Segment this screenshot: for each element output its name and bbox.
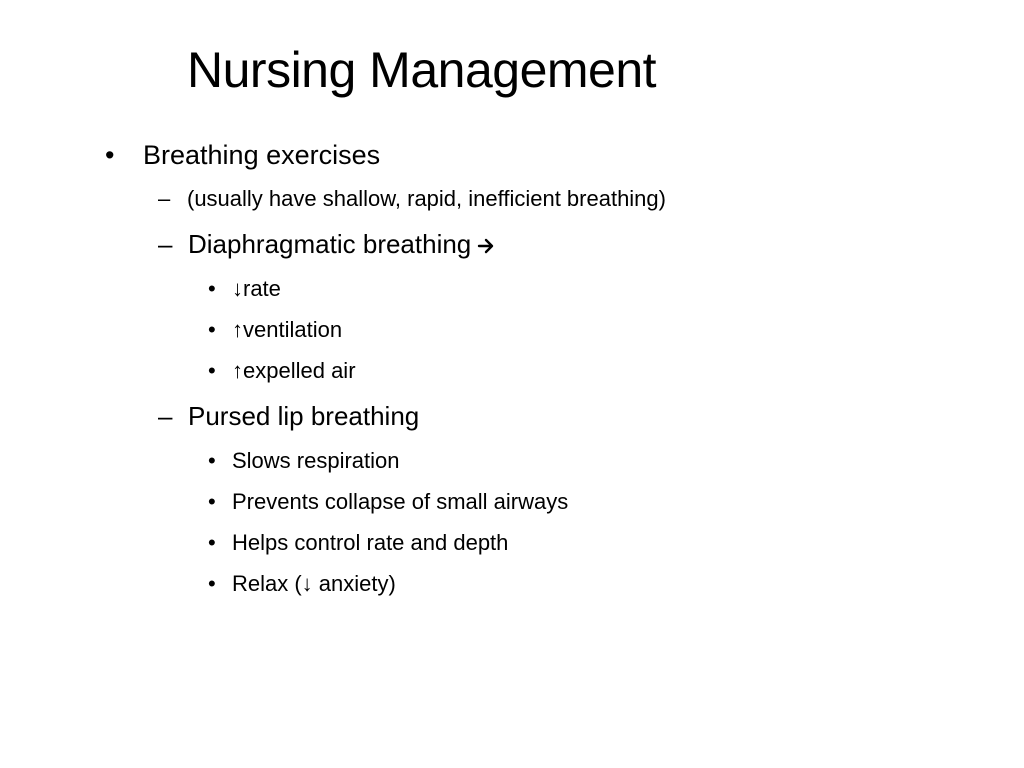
list-item-text: ↑expelled air: [232, 358, 356, 383]
page-title: Nursing Management: [187, 42, 657, 98]
bullet-marker: •: [105, 140, 115, 170]
bullet-marker: •: [208, 530, 216, 555]
dash-marker: –: [158, 401, 173, 431]
list-item-text: ↓rate: [232, 276, 281, 301]
bullet-marker: •: [208, 276, 216, 301]
list-item-text: [188, 228, 495, 262]
bullet-marker: •: [208, 358, 216, 383]
list-item-text: Breathing exercises: [143, 140, 381, 170]
list-item-text: Pursed lip breathing: [188, 401, 420, 431]
bullet-marker: •: [208, 571, 216, 596]
list-item-text: Prevents collapse of small airways: [232, 489, 569, 514]
list-item-text: Helps control rate and depth: [232, 530, 509, 555]
bullet-marker: •: [208, 448, 216, 473]
list-item-label: Diaphragmatic breathing: [188, 229, 472, 259]
list-item-text: Relax (↓ anxiety): [232, 571, 396, 596]
dash-marker: –: [158, 186, 171, 211]
list-item-text: ↑ventilation: [232, 317, 343, 342]
right-arrow-icon: [477, 230, 495, 262]
bullet-marker: •: [208, 317, 216, 342]
list-item-text: Slows respiration: [232, 448, 400, 473]
dash-marker: –: [158, 229, 173, 259]
list-item-text: (usually have shallow, rapid, inefficient breathing): [187, 186, 666, 211]
bullet-marker: •: [208, 489, 216, 514]
